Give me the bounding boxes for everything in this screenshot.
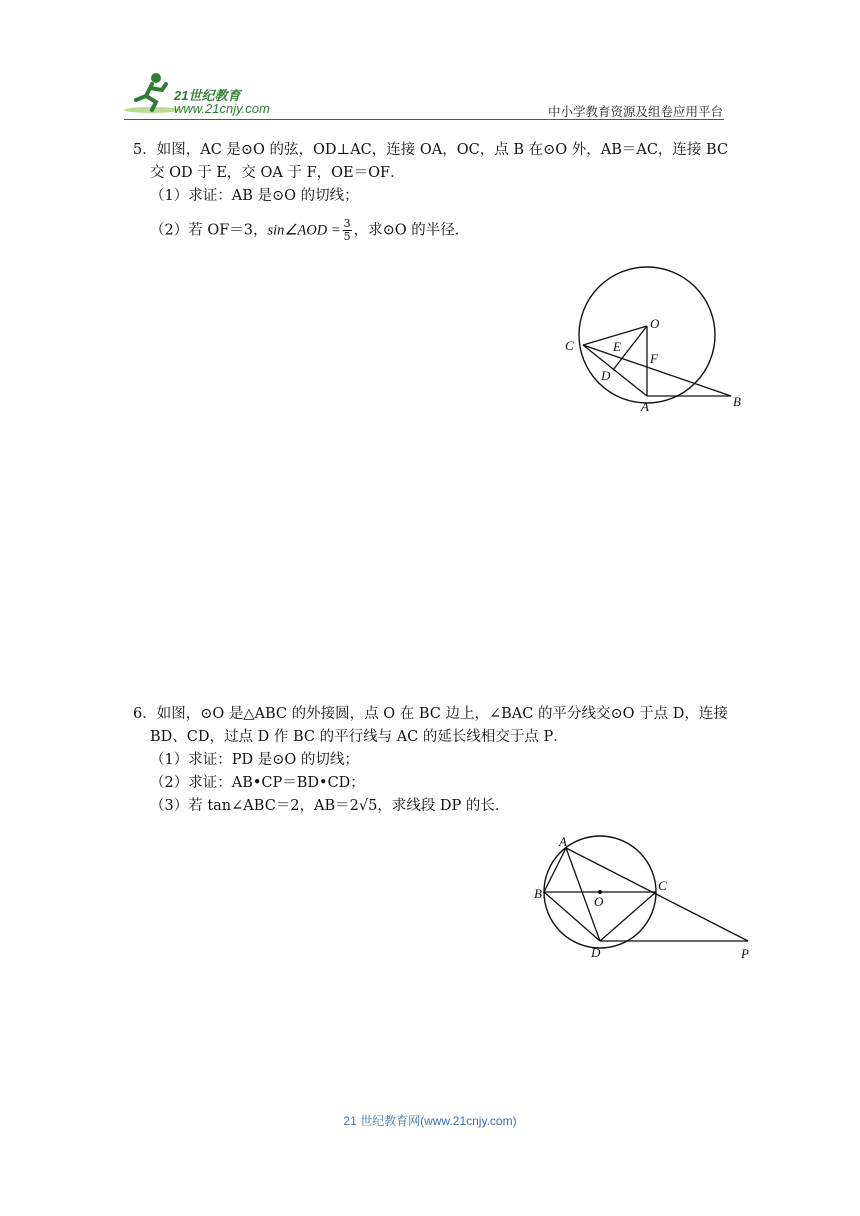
q6-label-O: O xyxy=(594,894,604,909)
header-rule xyxy=(124,119,724,120)
runner-logo-icon xyxy=(122,70,312,118)
q6-seg-BA xyxy=(544,848,566,892)
q5-line2: 交 OD 于 E，交 OA 于 F，OE＝OF． xyxy=(150,165,405,181)
q6-label-C: C xyxy=(658,878,667,893)
logo-text: 21世纪教育 xyxy=(174,88,241,103)
q5-label-O: O xyxy=(650,316,660,331)
q5-label-C: C xyxy=(565,338,574,353)
q5-part2-pre: （2）若 OF＝3， xyxy=(150,222,268,239)
q5-line1: 5．如图，AC 是⊙O 的弦，OD⊥AC，连接 OA，OC，点 B 在⊙O 外，AB＝AC，连接 BC xyxy=(133,142,729,158)
platform-name: 中小学教育资源及组卷应用平台 xyxy=(547,105,723,119)
q5-fraction-num: 3 xyxy=(343,217,351,230)
q5-part2-post: ，求⊙O 的半径． xyxy=(353,222,470,239)
logo-url: www.21cnjy.com xyxy=(174,101,270,116)
q5-part2-math: sin∠AOD = xyxy=(267,222,341,239)
q5-fraction xyxy=(343,218,352,243)
q5-label-F: F xyxy=(650,351,658,366)
q6-label-D: D xyxy=(591,945,601,960)
logo xyxy=(122,70,312,118)
footer: 21 世纪教育网(www.21cnjy.com) xyxy=(343,1114,517,1128)
q6-figure xyxy=(530,828,760,968)
q5-fraction-den: 5 xyxy=(343,230,351,243)
q5-part2 xyxy=(150,218,469,243)
q6-part1: （1）求证：PD 是⊙O 的切线； xyxy=(150,752,359,768)
q5-label-E: E xyxy=(613,339,621,354)
q6-part2: （2）求证：AB•CP＝BD•CD； xyxy=(150,775,365,791)
q5-label-D: D xyxy=(601,368,611,383)
q5-figure xyxy=(555,260,755,420)
q5-part1: （1）求证：AB 是⊙O 的切线； xyxy=(150,188,359,204)
q6-part3: （3）若 tan∠ABC＝2，AB＝2√5，求线段 DP 的长． xyxy=(150,798,510,814)
q6-label-P: P xyxy=(741,946,749,961)
q6-line1: 6．如图，⊙O 是△ABC 的外接圆，点 O 在 BC 边上，∠BAC 的平分线交⊙O 于点 D，连接 xyxy=(133,706,728,722)
q6-label-B: B xyxy=(534,886,542,901)
q6-label-A: A xyxy=(559,834,567,849)
q5-label-B: B xyxy=(733,394,741,409)
q6-line2: BD、CD，过点 D 作 BC 的平行线与 AC 的延长线相交于点 P． xyxy=(150,729,568,745)
q6-seg-CD xyxy=(600,892,656,941)
q5-label-A: A xyxy=(641,399,649,414)
